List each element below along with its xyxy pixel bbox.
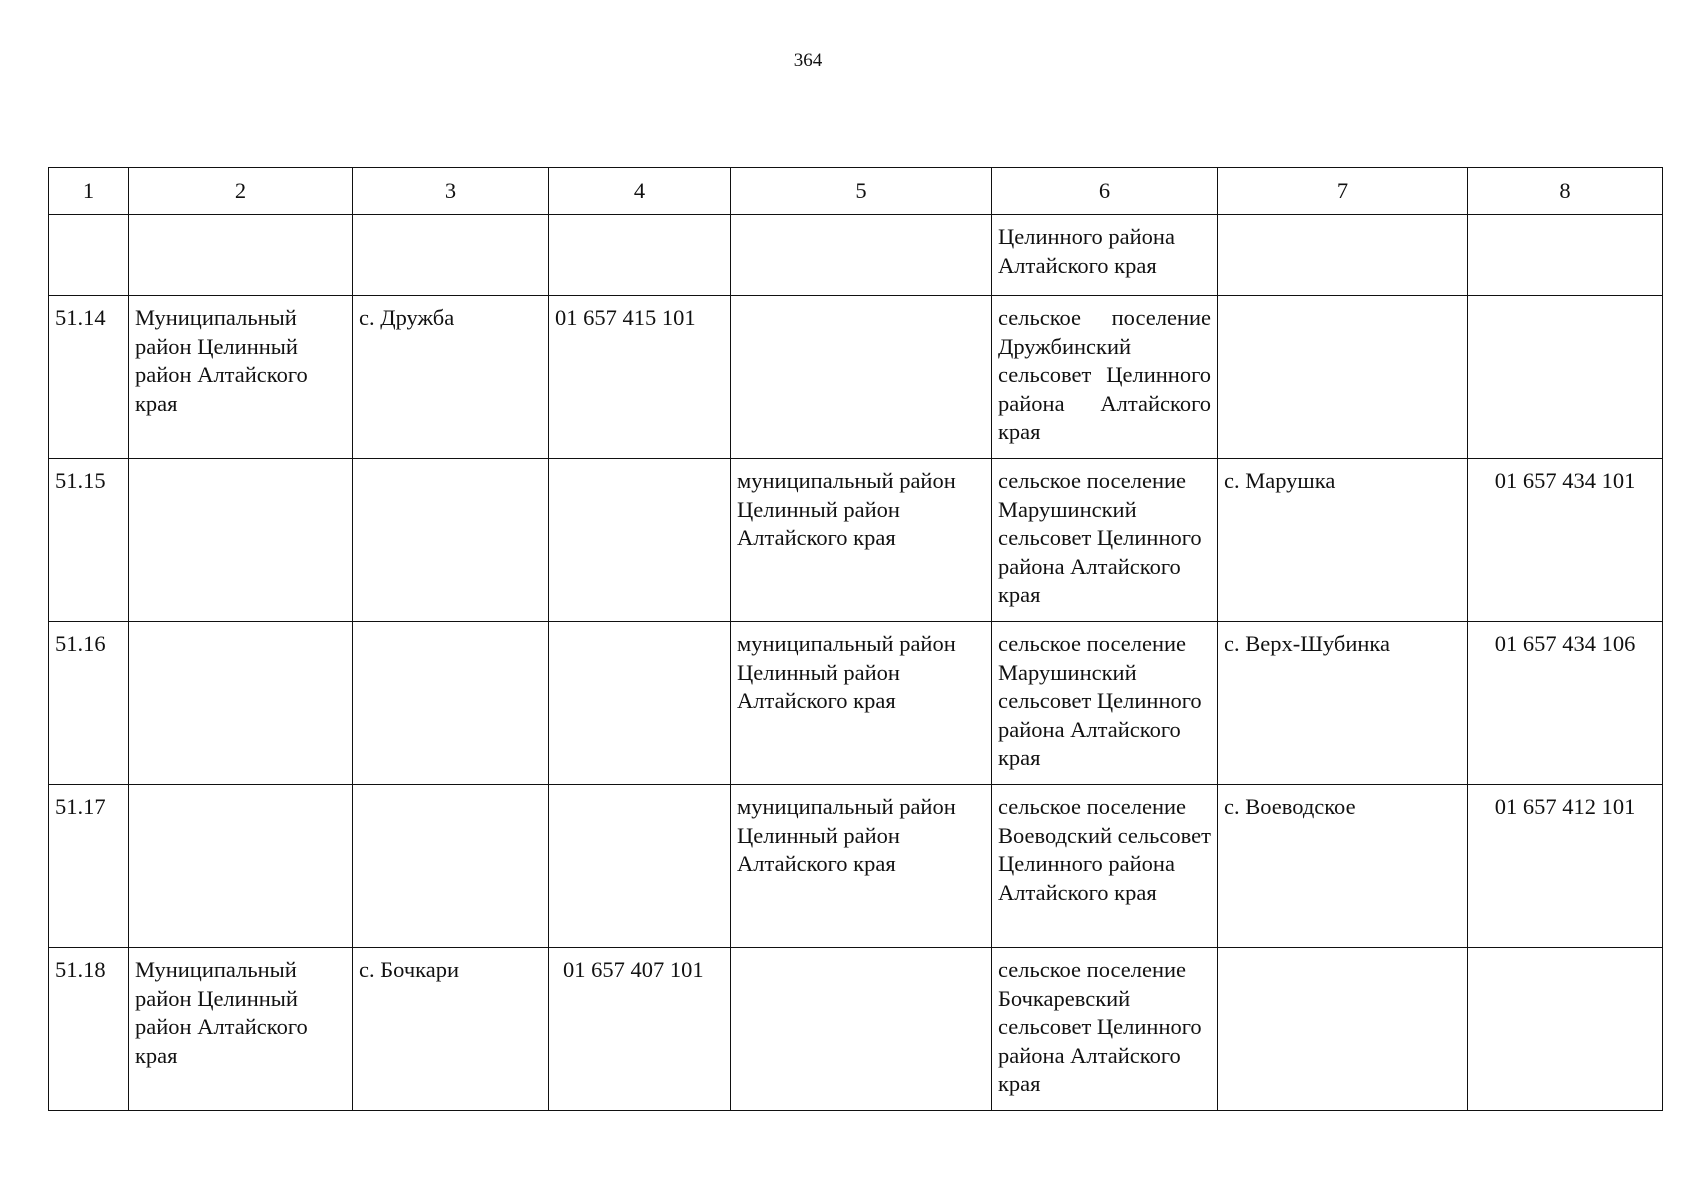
table-cell (353, 785, 549, 948)
table-cell (129, 215, 353, 296)
table-cell (731, 296, 992, 459)
table-cell: 01 657 407 101 (549, 948, 731, 1111)
table-cell (549, 622, 731, 785)
table-cell (129, 785, 353, 948)
table-cell (731, 215, 992, 296)
table-cell: сельское поселение Дружбинский сельсовет Целинного района Алтайского края (992, 296, 1218, 459)
row-number: 51.16 (49, 622, 129, 785)
column-header: 1 (49, 168, 129, 215)
table-cell (49, 215, 129, 296)
table-cell: сельское поселение Бочкаревский сельсовет Целинного района Алтайского края (992, 948, 1218, 1111)
column-header: 6 (992, 168, 1218, 215)
table-cell: сельское поселение Воеводский сельсовет Целинного района Алтайского края (992, 785, 1218, 948)
table-cell: с. Верх-Шубинка (1218, 622, 1468, 785)
table-cell: Целинного района Алтайского края (992, 215, 1218, 296)
column-header: 5 (731, 168, 992, 215)
page-number: 364 (793, 50, 823, 71)
table-cell (549, 215, 731, 296)
row-number: 51.14 (49, 296, 129, 459)
row-number: 51.15 (49, 459, 129, 622)
header-row (49, 168, 1663, 215)
continuation-row (49, 215, 1663, 296)
column-header: 4 (549, 168, 731, 215)
row-number: 51.18 (49, 948, 129, 1111)
table-cell (1218, 948, 1468, 1111)
column-header: 8 (1468, 168, 1663, 215)
table-row (49, 459, 1663, 622)
table-cell (1218, 215, 1468, 296)
table-cell: с. Марушка (1218, 459, 1468, 622)
column-header: 7 (1218, 168, 1468, 215)
table-cell (1468, 948, 1663, 1111)
column-header: 2 (129, 168, 353, 215)
table-cell: 01 657 434 101 (1468, 459, 1663, 622)
column-header: 3 (353, 168, 549, 215)
table-cell (549, 785, 731, 948)
table-cell (353, 459, 549, 622)
table-cell: с. Воеводское (1218, 785, 1468, 948)
table-cell: сельское поселение Марушинский сельсовет Целинного района Алтайского края (992, 459, 1218, 622)
table-cell: Муниципальный район Целинный район Алтайского края (129, 296, 353, 459)
table-cell (353, 622, 549, 785)
table-row (49, 296, 1663, 459)
registry-table (48, 167, 1663, 1111)
table-cell: муниципальный район Целинный район Алтайского края (731, 459, 992, 622)
table-cell (129, 459, 353, 622)
table-cell: муниципальный район Целинный район Алтайского края (731, 785, 992, 948)
table-cell (353, 215, 549, 296)
table-cell (549, 459, 731, 622)
table-cell: с. Дружба (353, 296, 549, 459)
table-cell: сельское поселение Марушинский сельсовет Целинного района Алтайского края (992, 622, 1218, 785)
table-cell: 01 657 415 101 (549, 296, 731, 459)
table-cell: Муниципальный район Целинный район Алтайского края (129, 948, 353, 1111)
table-cell (1468, 215, 1663, 296)
table-cell: муниципальный район Целинный район Алтайского края (731, 622, 992, 785)
table-cell (1218, 296, 1468, 459)
table-cell: 01 657 434 106 (1468, 622, 1663, 785)
table-cell (1468, 296, 1663, 459)
table-cell (731, 948, 992, 1111)
table-cell: 01 657 412 101 (1468, 785, 1663, 948)
table-cell (129, 622, 353, 785)
table-row (49, 785, 1663, 948)
table-row (49, 622, 1663, 785)
table-row (49, 948, 1663, 1111)
table-cell: с. Бочкари (353, 948, 549, 1111)
row-number: 51.17 (49, 785, 129, 948)
